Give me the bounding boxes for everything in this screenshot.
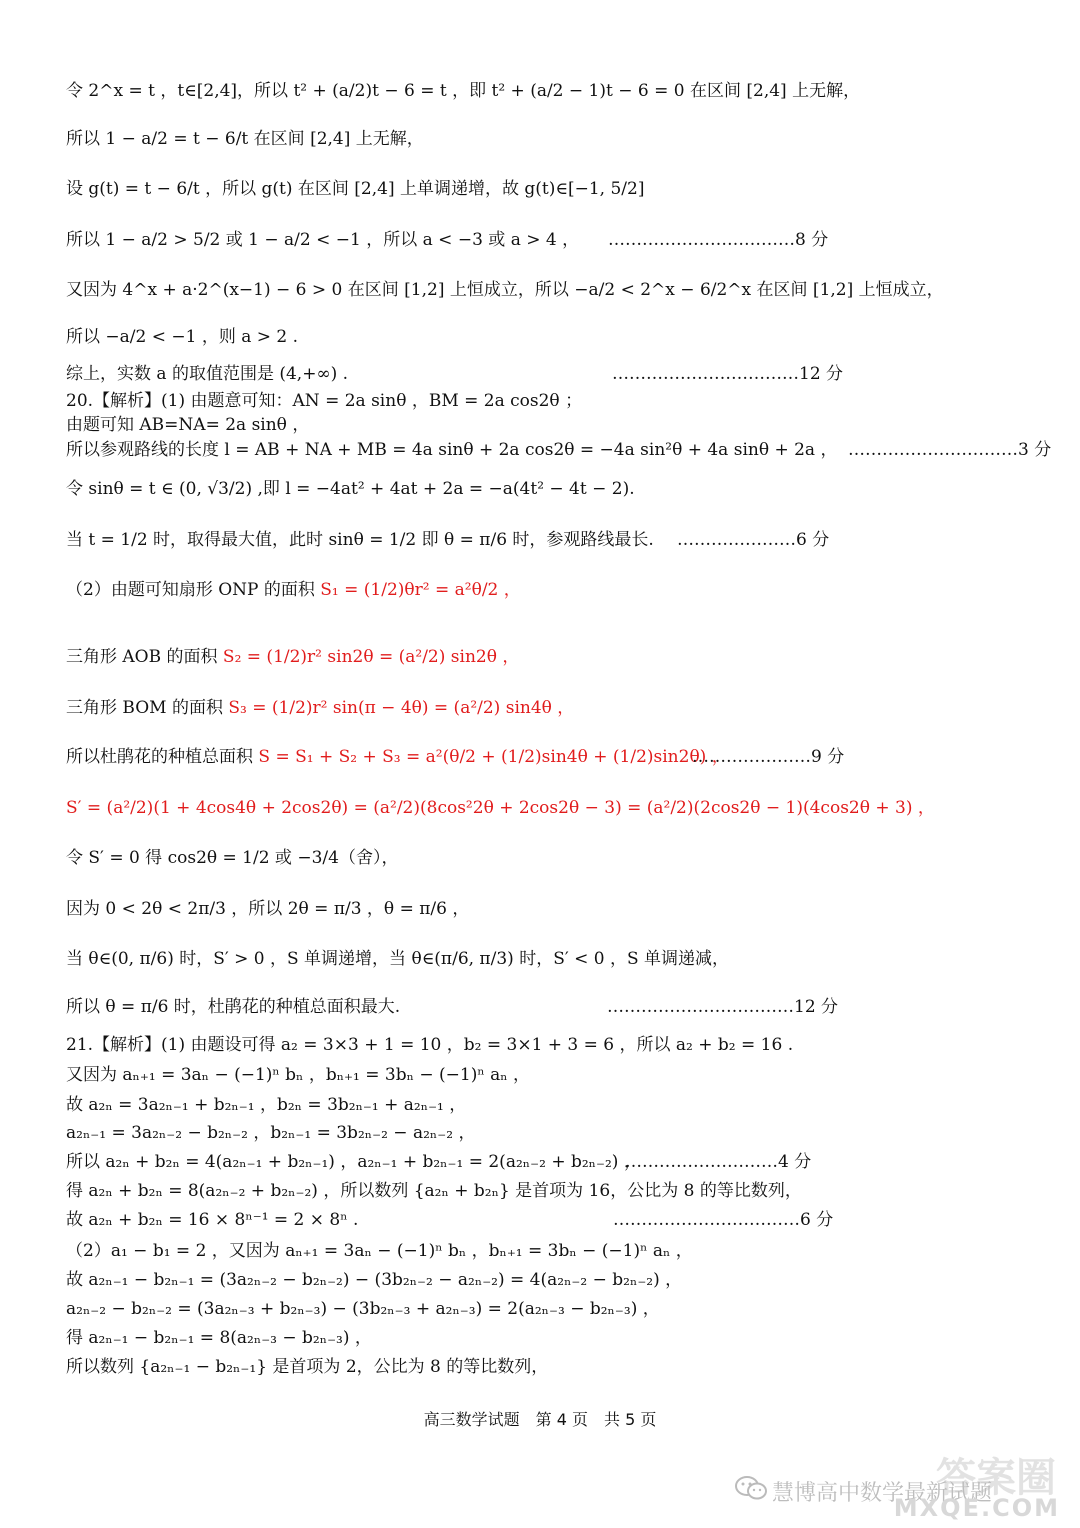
score-marker: …………………9 分 (692, 747, 845, 767)
solution-line: 21.【解析】(1) 由题设可得 a₂ = 3×3 + 1 = 10 ，b₂ = 3×1 + 3 = 6 ，所以 a₂ + b₂ = 16 . (66, 1035, 794, 1055)
solution-line: 又因为 4^x + a·2^(x−1) − 6 > 0 在区间 [1,2] 上恒成立，所以 −a/2 < 2^x − 6/2^x 在区间 [1,2] 上恒成立， (66, 280, 944, 300)
score-marker: ………………………4 分 (625, 1152, 812, 1172)
solution-line: 得 a₂ₙ + b₂ₙ = 8(a₂ₙ₋₂ + b₂ₙ₋₂) ，所以数列 {a₂ₙ + b₂ₙ} 是首项为 16，公比为 8 的等比数列， (66, 1181, 802, 1201)
solution-line: a₂ₙ₋₁ = 3a₂ₙ₋₂ − b₂ₙ₋₂ ，b₂ₙ₋₁ = 3b₂ₙ₋₂ − a₂ₙ₋₂ ， (66, 1123, 476, 1143)
watermark-url: MXQE.COM (893, 1494, 1060, 1522)
solution-line: 当 θ∈(0, π/6) 时，S′ > 0 ，S 单调递增，当 θ∈(π/6, π/3) 时，S′ < 0 ，S 单调递减， (66, 949, 730, 969)
solution-line: 因为 0 < 2θ < 2π/3 ，所以 2θ = π/3 ，θ = π/6 ， (66, 899, 470, 919)
formula-red: S = S₁ + S₂ + S₃ = a²(θ/2 + (1/2)sin4θ + (1/2)sin2θ) ， (258, 747, 729, 767)
watermark-text: 慧博高中数学最新试题 (772, 1481, 993, 1506)
solution-line: 设 g(t) = t − 6/t ，所以 g(t) 在区间 [2,4] 上单调递增，故 g(t)∈[−1, 5/2] (66, 179, 645, 199)
solution-line: 所以 θ = π/6 时，杜鹃花的种植总面积最大. (66, 997, 401, 1017)
solution-line: 故 a₂ₙ₋₁ − b₂ₙ₋₁ = (3a₂ₙ₋₂ − b₂ₙ₋₂) − (3b₂ₙ₋₂ − a₂ₙ₋₂) = 4(a₂ₙ₋₂ − b₂ₙ₋₂) ， (66, 1270, 683, 1290)
solution-line: 所以 1 − a/2 > 5/2 或 1 − a/2 < −1 ，所以 a < −3 或 a > 4 ， (66, 230, 580, 250)
solution-line: 得 a₂ₙ₋₁ − b₂ₙ₋₁ = 8(a₂ₙ₋₃ − b₂ₙ₋₃) ， (66, 1328, 372, 1348)
solution-line: 所以参观路线的长度 l = AB + NA + MB = 4a sinθ + 2a cos2θ = −4a sin²θ + 4a sinθ + 2a ， (66, 440, 838, 460)
solution-line: 由题可知 AB=NA= 2a sinθ ， (66, 415, 310, 435)
solution-line: （2）a₁ − b₁ = 2 ，又因为 aₙ₊₁ = 3aₙ − (−1)ⁿ bₙ ，bₙ₊₁ = 3bₙ − (−1)ⁿ aₙ ， (66, 1241, 693, 1261)
formula-red: S₂ = (1/2)r² sin2θ = (a²/2) sin2θ ， (222, 647, 520, 667)
score-marker: ……………………………8 分 (608, 230, 829, 250)
solution-line: 令 2^x = t ，t∈[2,4]，所以 t² + (a/2)t − 6 = t ，即 t² + (a/2 − 1)t − 6 = 0 在区间 [2,4] 上无解， (66, 81, 861, 101)
formula-red: S₃ = (1/2)r² sin(π − 4θ) = (a²/2) sin4θ ， (228, 698, 575, 718)
solution-line: 所以 a₂ₙ + b₂ₙ = 4(a₂ₙ₋₁ + b₂ₙ₋₁) ，a₂ₙ₋₁ + b₂ₙ₋₁ = 2(a₂ₙ₋₂ + b₂ₙ₋₂) ， (66, 1152, 641, 1172)
score-marker: …………………6 分 (677, 530, 830, 550)
solution-line: 三角形 BOM 的面积 S₃ = (1/2)r² sin(π − 4θ) = (a²/2) sin4θ ， (66, 698, 575, 718)
solution-line: 又因为 aₙ₊₁ = 3aₙ − (−1)ⁿ bₙ ，bₙ₊₁ = 3bₙ − (−1)ⁿ aₙ ， (66, 1065, 530, 1085)
score-marker: ……………………………6 分 (613, 1210, 834, 1230)
page-footer: 高三数学试题 第 4 页 共 5 页 (423, 1410, 657, 1429)
score-marker: …………………………3 分 (848, 440, 1052, 460)
wechat-icon (734, 1474, 768, 1502)
solution-line: 所以杜鹃花的种植总面积 S = S₁ + S₂ + S₃ = a²(θ/2 + (1/2)sin4θ + (1/2)sin2θ) ， (66, 747, 729, 767)
solution-line: 综上，实数 a 的取值范围是 (4,+∞) . (66, 364, 349, 384)
solution-line: 令 sinθ = t ∈ (0, √3/2) ,即 l = −4at² + 4at + 2a = −a(4t² − 4t − 2). (66, 479, 635, 499)
solution-line: 20.【解析】(1) 由题意可知：AN = 2a sinθ ，BM = 2a cos2θ ； (66, 391, 583, 411)
solution-line: 所以数列 {a₂ₙ₋₁ − b₂ₙ₋₁} 是首项为 2，公比为 8 的等比数列， (66, 1357, 549, 1377)
solution-line: 所以 −a/2 < −1 ，则 a > 2 . (66, 327, 299, 347)
solution-line: a₂ₙ₋₂ − b₂ₙ₋₂ = (3a₂ₙ₋₃ + b₂ₙ₋₃) − (3b₂ₙ₋₃ + a₂ₙ₋₃) = 2(a₂ₙ₋₃ − b₂ₙ₋₃) ， (66, 1299, 660, 1319)
watermark-brand: 答案圈 (936, 1455, 1056, 1501)
solution-line: （2）由题可知扇形 ONP 的面积 S₁ = (1/2)θr² = a²θ/2 ， (66, 580, 521, 600)
formula-red: S₁ = (1/2)θr² = a²θ/2 ， (320, 580, 521, 600)
score-marker: ……………………………12 分 (612, 364, 844, 384)
watermark (730, 1455, 1070, 1522)
solution-line: 三角形 AOB 的面积 S₂ = (1/2)r² sin2θ = (a²/2) sin2θ ， (66, 647, 520, 667)
solution-line: 故 a₂ₙ + b₂ₙ = 16 × 8ⁿ⁻¹ = 2 × 8ⁿ . (66, 1210, 359, 1230)
solution-line: 当 t = 1/2 时，取得最大值，此时 sinθ = 1/2 即 θ = π/6 时，参观路线最长. (66, 530, 654, 550)
solution-line: 所以 1 − a/2 = t − 6/t 在区间 [2,4] 上无解， (66, 129, 424, 149)
solution-line: 故 a₂ₙ = 3a₂ₙ₋₁ + b₂ₙ₋₁ ，b₂ₙ = 3b₂ₙ₋₁ + a₂ₙ₋₁ ， (66, 1095, 467, 1115)
solution-line: 令 S′ = 0 得 cos2θ = 1/2 或 −3/4（舍）， (66, 848, 399, 868)
solution-line: S′ = (a²/2)(1 + 4cos4θ + 2cos2θ) = (a²/2)(8cos²2θ + 2cos2θ − 3) = (a²/2)(2cos2θ − 1)(4cos2θ + 3) ， (66, 798, 935, 818)
score-marker: ……………………………12 分 (607, 997, 839, 1017)
